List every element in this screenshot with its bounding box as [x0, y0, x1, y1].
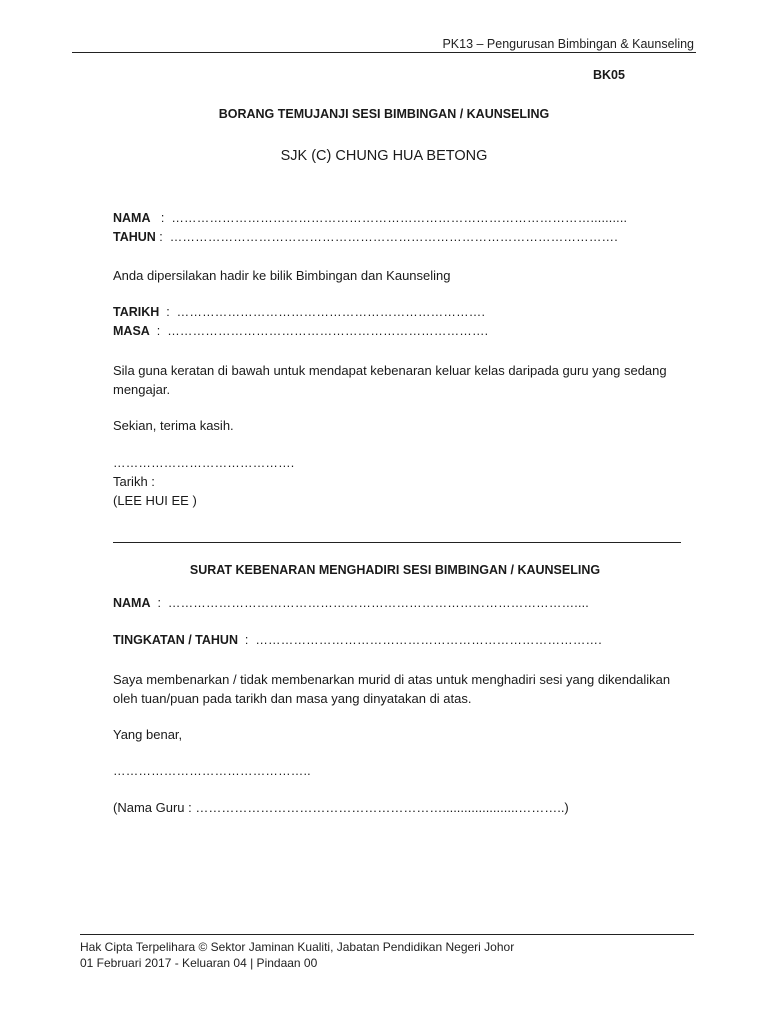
slip-field-nama [113, 596, 589, 610]
slip-field-nama-label: NAMA [113, 596, 151, 610]
signatory-name: (LEE HUI EE ) [113, 493, 197, 508]
field-tarikh [113, 305, 485, 319]
salutation-text: Yang benar, [113, 727, 183, 742]
cut-line-divider [113, 542, 681, 543]
invitation-text: Anda dipersilakan hadir ke bilik Bimbingan dan Kaunseling [113, 268, 451, 283]
header-divider [72, 52, 696, 53]
field-nama-blank: ……………………………………………………………………………………….......... [171, 211, 628, 225]
field-nama [113, 211, 627, 225]
field-tahun-blank: ……………………………………………………………………………………………. [169, 230, 618, 244]
document-header: PK13 – Pengurusan Bimbingan & Kaunseling [442, 37, 694, 51]
form-code: BK05 [593, 68, 625, 82]
slip-field-nama-sep: : [150, 596, 168, 610]
closing-text: Sekian, terima kasih. [113, 418, 234, 433]
field-tahun [113, 230, 618, 244]
field-masa-label: MASA [113, 324, 150, 338]
slip-field-nama-blank: …………………………………………………………………………………….... [167, 596, 589, 610]
signature-date: Tarikh : [113, 474, 155, 489]
field-tarikh-label: TARIKH [113, 305, 160, 319]
teacher-signature-line: ……………………………………….. [113, 764, 311, 778]
slip-title: SURAT KEBENARAN MENGHADIRI SESI BIMBINGAN / KAUNSELING [189, 563, 601, 577]
field-masa [113, 324, 488, 338]
field-masa-blank: …………………………………………………………………. [167, 324, 489, 338]
field-tahun-sep: : [155, 230, 170, 244]
field-tahun-label: TAHUN [113, 230, 156, 244]
permission-text: Saya membenarkan / tidak membenarkan murid di atas untuk menghadiri sesi yang dikendalikan oleh tuan/puan pada tarikh dan masa yang dinyatakan di atas. [113, 672, 671, 706]
footer-version: 01 Februari 2017 - Keluaran 04 | Pindaan 00 [80, 956, 318, 970]
field-nama-sep: : [150, 211, 172, 225]
slip-field-tingkatan-label: TINGKATAN / TAHUN [113, 633, 238, 647]
field-masa-sep: : [149, 324, 168, 338]
instruction-text: Sila guna keratan di bawah untuk mendapat kebenaran keluar kelas daripada guru yang sedang mengajar. [113, 363, 667, 397]
form-title: BORANG TEMUJANJI SESI BIMBINGAN / KAUNSELING [218, 107, 550, 121]
slip-field-tingkatan [113, 633, 602, 647]
field-tarikh-sep: : [159, 305, 177, 319]
school-name: SJK (C) CHUNG HUA BETONG [280, 148, 488, 164]
slip-field-tingkatan-blank: ………………………………………………………………………. [255, 633, 602, 647]
slip-field-tingkatan-sep: : [237, 633, 256, 647]
footer-copyright: Hak Cipta Terpelihara © Sektor Jaminan Kualiti, Jabatan Pendidikan Negeri Johor [80, 940, 515, 954]
field-tarikh-blank: ………………………………………………………………. [176, 305, 486, 319]
field-nama-label: NAMA [113, 211, 151, 225]
footer-divider [80, 934, 694, 935]
signature-line: ……………………………………. [113, 456, 295, 470]
teacher-name-field: (Nama Guru : ………………………………………………….....................………..) [113, 800, 569, 815]
